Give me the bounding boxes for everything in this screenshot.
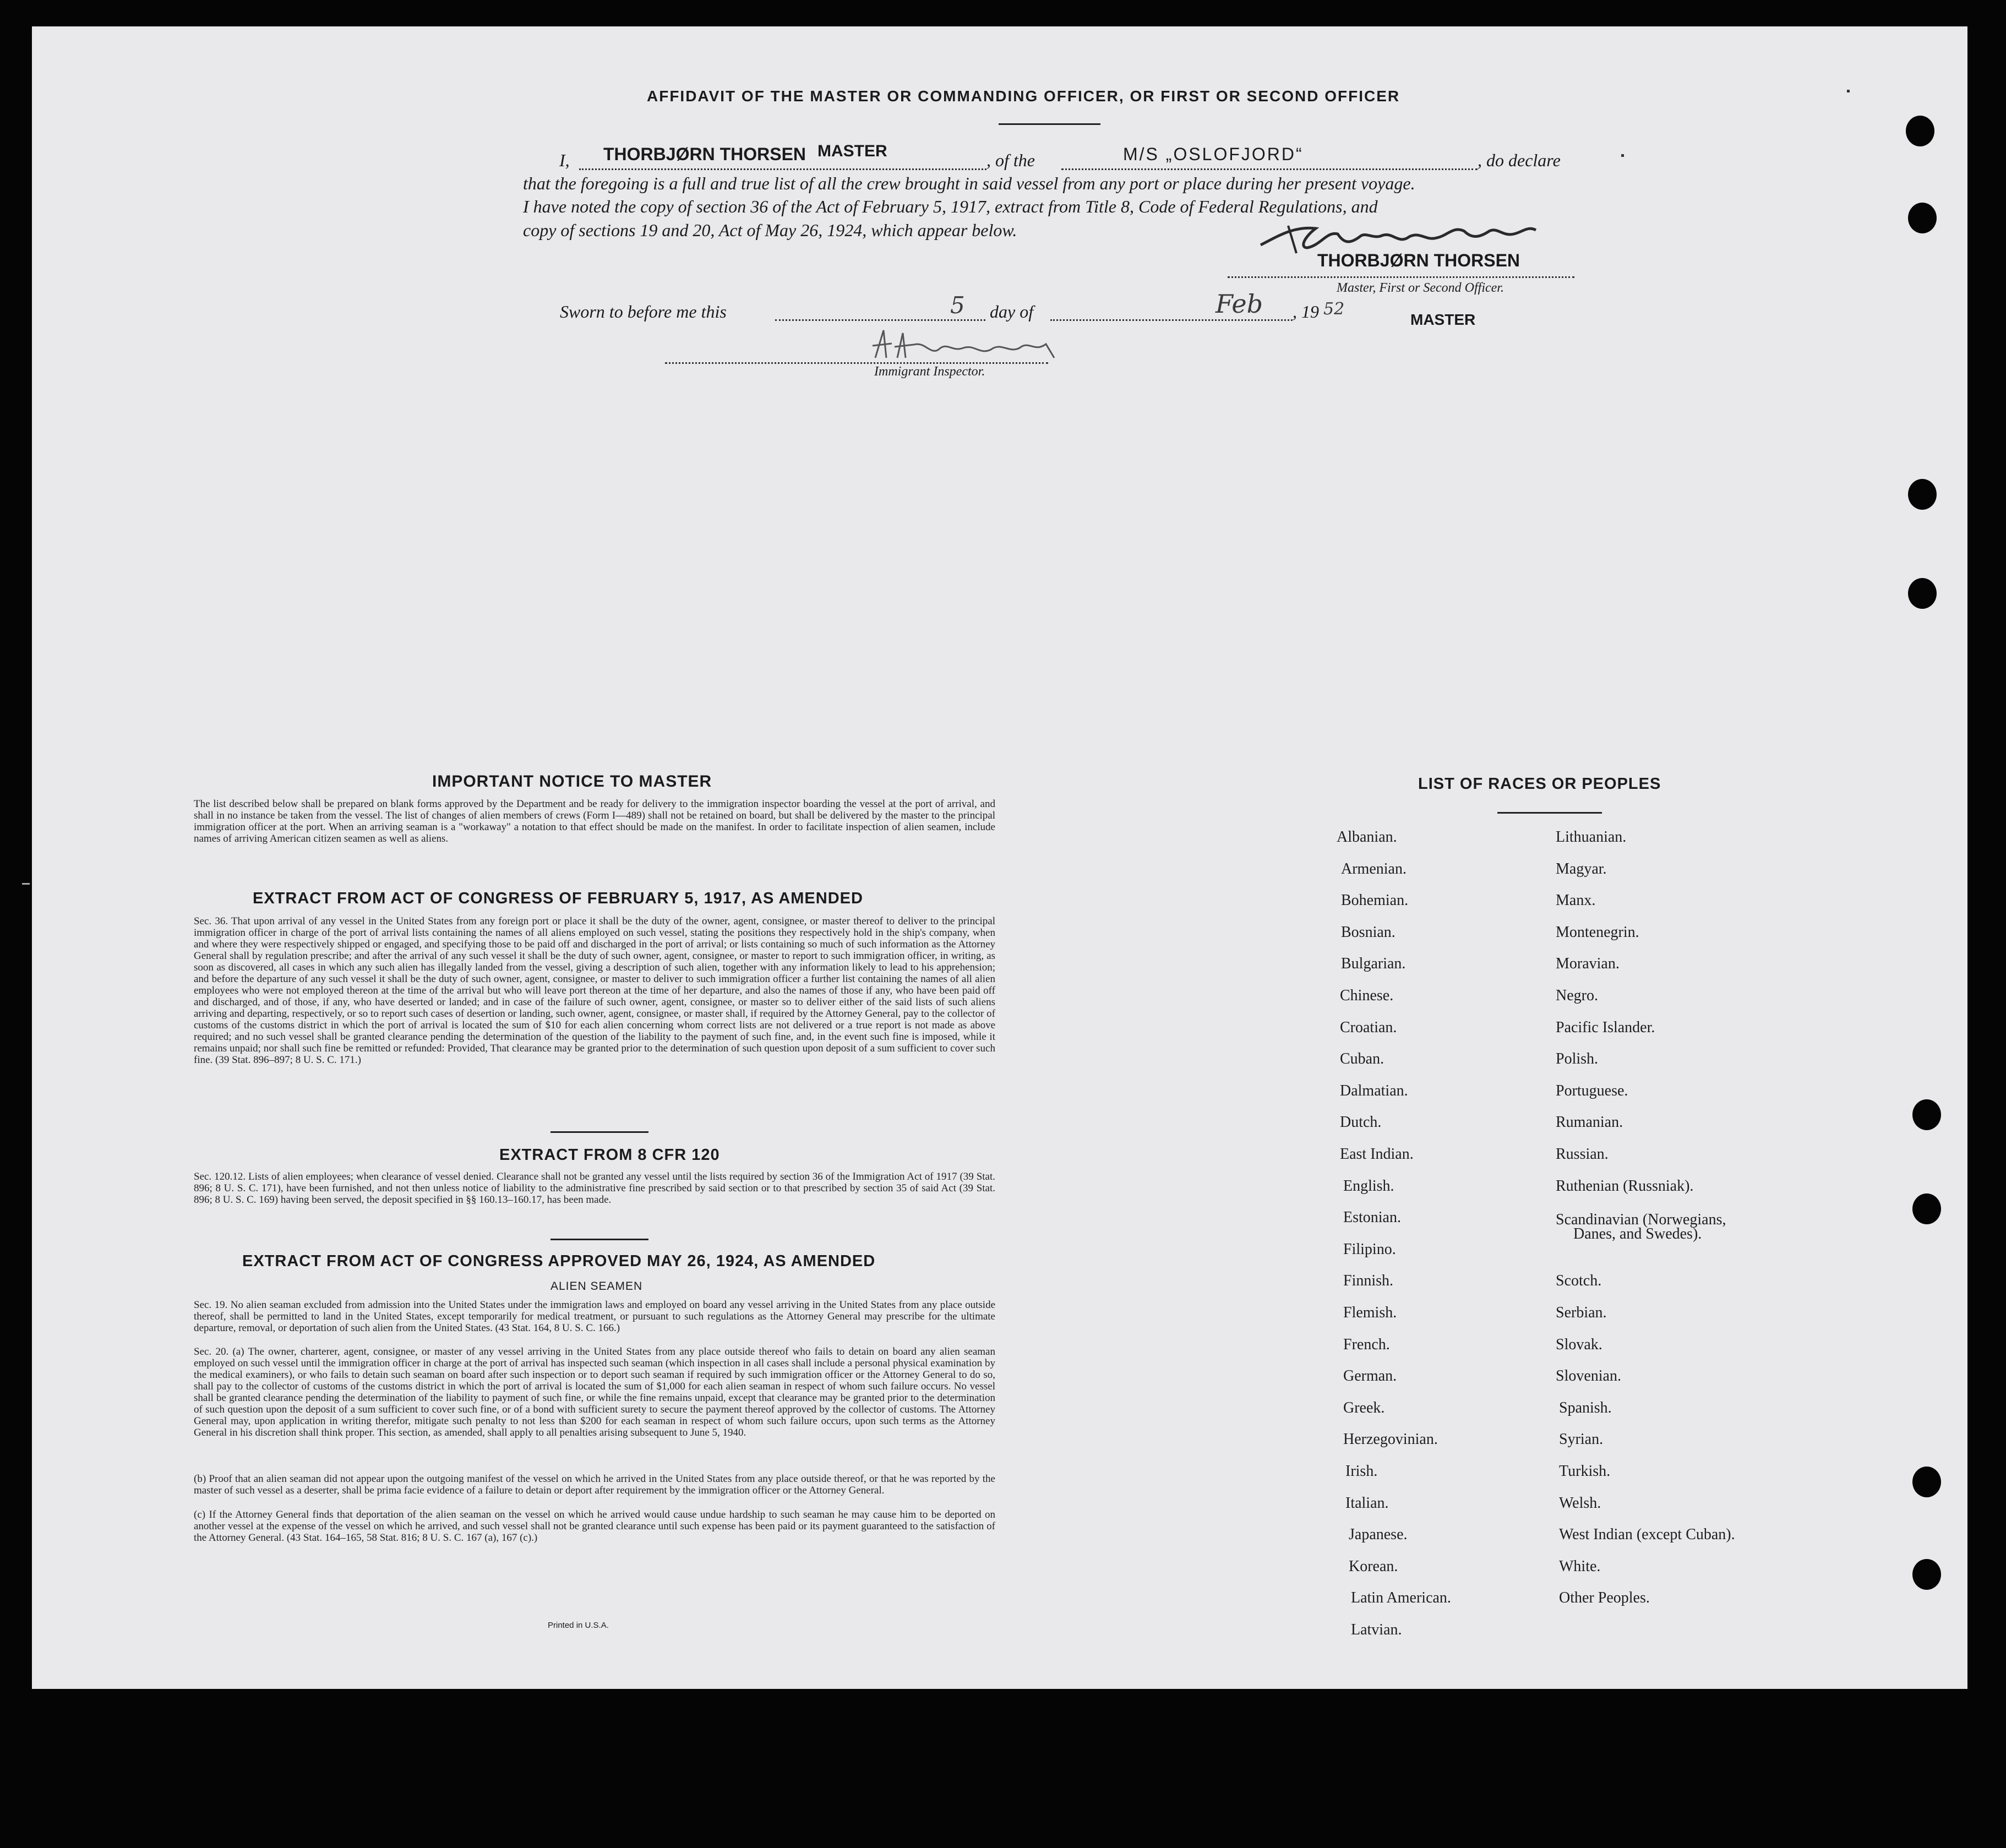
extract-1924-sec20c: (c) If the Attorney General finds that deportation of the alien seaman on the vessel on which he arrived would cause undue hardship to such seaman he may cause him to be deported on another vessel at the expense of the vessel on which he arrived, and such vessel shall not be granted clearance until such expense has been paid or its payment guaranteed to the satisfaction of the Attorney General. (43 Stat. 164–165, 58 Stat. 816; 8 U. S. C. 167 (a), 167 (c).) <box>194 1509 995 1544</box>
inspector-line <box>665 362 1048 364</box>
speck-mark <box>1847 90 1850 92</box>
extract-1924-title: EXTRACT FROM ACT OF CONGRESS APPROVED MAY 26, 1924, AS AMENDED <box>242 1252 876 1270</box>
affidavit-title: AFFIDAVIT OF THE MASTER OR COMMANDING OFFICER, OR FIRST OR SECOND OFFICER <box>647 88 1400 105</box>
extract-1924-sec19: Sec. 19. No alien seaman excluded from admission into the United States under the immigration laws and employed on board any vessel arriving in the United States from any place outside thereof, shall be permitted to land in the United States, except temporarily for medical treatment, or pursuant to such regulations as the Attorney General may prescribe for the ultimate departure, removal, or deportation of such alien from the United States. (43 Stat. 164, 8 U. S. C. 166.) <box>194 1299 995 1334</box>
notice-text: The list described below shall be prepared on blank forms approved by the Department and be ready for delivery to the immigration inspector boarding the vessel at the port of arrival, and shall in no instance be taken from the vessel. The list of changes of alien members of crews (Form I—489) shall not be retained on board, but shall be delivered by the master to the principal immigration officer at the port. When an arriving seaman is a "workaway" a notation to that effect should be made on the manifest. In order to facilitate inspection of alien seamen, include names of arriving American citizen seamen as well as aliens. <box>194 798 995 844</box>
affidavit-line-3: I have noted the copy of section 36 of the Act of February 5, 1917, extract from Title 8, Code of Federal Regulations, and <box>523 197 1378 216</box>
race-item: Dalmatian. <box>1340 1082 1408 1099</box>
year-suffix[interactable]: 52 <box>1323 299 1345 319</box>
sworn-day-line <box>775 319 985 321</box>
master-name: THORBJØRN THORSEN <box>603 144 806 164</box>
document-page <box>32 26 1967 1689</box>
race-item: White. <box>1559 1558 1601 1575</box>
race-item: Korean. <box>1349 1558 1398 1575</box>
race-item: French. <box>1343 1336 1390 1353</box>
master-name-line <box>579 168 986 170</box>
race-item: Finnish. <box>1343 1272 1394 1289</box>
sworn-month-line <box>1050 319 1293 321</box>
race-item: Latin American. <box>1351 1589 1451 1606</box>
races-title: LIST OF RACES OR PEOPLES <box>1418 775 1661 793</box>
extract-1924-sec20b: (b) Proof that an alien seaman did not appear upon the outgoing manifest of the vessel on which he arrived in the United States from any place outside thereof, or that he was reported by the master of such vessel as a deserter, shall be prima facie evidence of a failure to detain or deport after requirement by the immigration officer or the Attorney General. <box>194 1473 995 1496</box>
race-item: Flemish. <box>1343 1304 1397 1321</box>
race-item: Welsh. <box>1559 1495 1601 1512</box>
extract-cfr-text: Sec. 120.12. Lists of alien employees; when clearance of vessel denied. Clearance shall not be granted any vessel until the lists required by section 36 of the Immigration Act of 1917 (39 Stat. 896; 8 U. S. C. 171), have been furnished, and not then unless notice of liability to the administrative fine prescribed by said section or to that prescribed by section 35 of said Act (39 Stat. 896; 8 U. S. C. 169) having been served, the deposit specified in §§ 160.13–160.17, has been made. <box>194 1171 995 1206</box>
race-item: Syrian. <box>1559 1431 1604 1448</box>
signature-line <box>1228 276 1574 278</box>
race-item: West Indian (except Cuban). <box>1559 1526 1735 1543</box>
race-item: Japanese. <box>1349 1526 1408 1543</box>
extract-1917-title: EXTRACT FROM ACT OF CONGRESS OF FEBRUARY 5, 1917, AS AMENDED <box>253 890 863 907</box>
race-item: Italian. <box>1345 1495 1389 1512</box>
race-item: Serbian. <box>1556 1304 1607 1321</box>
sworn-label: Sworn to before me this <box>560 302 727 321</box>
speck-mark <box>22 883 30 885</box>
race-item: Herzegovinian. <box>1343 1431 1438 1448</box>
extract-cfr-title: EXTRACT FROM 8 CFR 120 <box>499 1146 720 1164</box>
race-item: Scandinavian (Norwegians, <box>1556 1211 1726 1228</box>
race-item: Spanish. <box>1559 1399 1612 1416</box>
race-item: Manx. <box>1556 892 1596 909</box>
affidavit-line-4: copy of sections 19 and 20, Act of May 26, 1924, which appear below. <box>523 220 1017 240</box>
punch-hole-1 <box>1906 116 1934 146</box>
punch-hole-6 <box>1912 1193 1941 1224</box>
race-item: Lithuanian. <box>1556 828 1627 846</box>
race-item: Turkish. <box>1559 1463 1611 1480</box>
do-declare-label: , do declare <box>1478 150 1561 170</box>
race-item: Slovak. <box>1556 1336 1602 1353</box>
race-item: Pacific Islander. <box>1556 1019 1655 1036</box>
race-item: English. <box>1343 1178 1394 1195</box>
race-item: Bosnian. <box>1341 924 1396 941</box>
speck-mark <box>1621 154 1624 157</box>
year-prefix: , 19 <box>1293 302 1319 321</box>
divider-2 <box>550 1239 648 1240</box>
affidavit-line-2: that the foregoing is a full and true list of all the crew brought in said vessel from any port or place during her present voyage. <box>523 173 1415 193</box>
race-item: German. <box>1343 1367 1397 1384</box>
race-item: Dutch. <box>1340 1114 1382 1131</box>
race-item: Chinese. <box>1340 987 1394 1004</box>
master-role: MASTER <box>817 142 887 160</box>
punch-hole-4 <box>1908 578 1937 609</box>
of-the-label: , of the <box>986 150 1035 170</box>
race-item: Danes, and Swedes). <box>1573 1225 1702 1242</box>
inspector-caption: Immigrant Inspector. <box>874 364 985 379</box>
punch-hole-8 <box>1912 1559 1941 1590</box>
race-item: Bulgarian. <box>1341 955 1406 972</box>
race-item: Rumanian. <box>1556 1114 1623 1131</box>
title-underline <box>999 123 1100 125</box>
vessel-line <box>1061 168 1478 170</box>
extract-1924-sec20a: Sec. 20. (a) The owner, charterer, agent, consignee, or master of any vessel arriving in the United States from any place outside thereof who fails to detain on board any alien seaman employed on such vessel until the immigration officer in charge at the port of arrival has inspected such seaman (which inspection in all cases shall include a personal physical examination by the medical examiners), or who fails to detain such seaman on board after such inspection or to deport such seaman if required by such immigration officer or the Attorney General to do so, shall pay to the collector of customs of the customs district in which the port of arrival is located the sum of $1,000 for each alien seaman in respect of whom such failure occurs. No vessel shall be granted clearance pending the determination of the liability to payment of such fine, or while the fine remains unpaid, except that clearance may be granted prior to the determination of such question upon the deposit of a sum sufficient to cover such fine, or of a bond with sufficient surety to secure the payment thereof approved by the collector of customs. The Attorney General may, upon application in writing therefor, mitigate such penalty to not less than $200 for each seaman in respect of whom such failure occurs, upon such terms as the Attorney General in his discretion shall think proper. This section, as amended, shall apply to all penalties arising subsequent to June 5, 1940. <box>194 1346 995 1438</box>
race-item: Armenian. <box>1341 860 1407 877</box>
extract-1917-text: Sec. 36. That upon arrival of any vessel in the United States from any foreign port or place it shall be the duty of the owner, agent, consignee, or master thereof to deliver to the principal immigration officer in charge of the port of arrival lists containing the names of all aliens employed on such vessel, stating the positions they respectively hold in the ship's company, when and where they were respectively shipped or engaged, and specifying those to be paid off and discharged in the port of arrival; or lists containing so much of such information as the Attorney General shall by regulation prescribe; and after the arrival of any such vessel it shall be the duty of such owner, agent, consignee, or master to report to such immigration officer, in writing, as soon as discovered, all cases in which any such alien has illegally landed from the vessel, giving a description of such alien, together with any information likely to lead to his apprehension; and before the departure of any such vessel it shall be the duty of such owner, agent, consignee, or master to deliver to such immigration officer a further list containing the names of all alien employees who were not employed thereon at the time of the arrival but who will leave port thereon at the time of her departure, and also the names of those if any, who have been paid off and discharged, and of those, if any, who have deserted or landed; and in case of the failure of such owner, agent, consignee, or master so to deliver either of the said lists of such aliens arriving and departing, respectively, or so to report such cases of desertion or landing, such owner, agent, consignee, or master shall, if required by the Attorney General, pay to the collector of customs of the customs district in which the port of arrival is located the sum of $10 for each alien concerning whom correct lists are not delivered or a true report is not made as above required; and no such vessel shall be granted clearance pending the determination of the question of the liability to the payment of such fine, and, in the event such fine is imposed, while it remains unpaid; nor shall such fine be remitted or refunded: Provided, That clearance may be granted prior to the determination of such question upon deposit of a sum sufficient to cover such fine. (39 Stat. 896–897; 8 U. S. C. 171.) <box>194 915 995 1066</box>
day-of-label: day of <box>990 302 1034 321</box>
race-item: Russian. <box>1556 1146 1609 1163</box>
race-item: Latvian. <box>1351 1621 1402 1638</box>
race-item: Albanian. <box>1337 828 1397 846</box>
race-item: Scotch. <box>1556 1272 1602 1289</box>
vessel-name: M/S „OSLOFJORD“ <box>1123 144 1304 164</box>
race-item: Magyar. <box>1556 860 1607 877</box>
extract-1924-subtitle: ALIEN SEAMEN <box>550 1280 643 1293</box>
divider-1 <box>550 1131 648 1133</box>
race-item: Montenegrin. <box>1556 924 1639 941</box>
sworn-month[interactable]: Feb <box>1215 289 1263 319</box>
race-item: Bohemian. <box>1341 892 1409 909</box>
races-title-underline <box>1497 812 1602 814</box>
master-stamp: MASTER <box>1410 311 1476 328</box>
signature-caption: Master, First or Second Officer. <box>1337 281 1504 295</box>
race-item: Irish. <box>1345 1463 1378 1480</box>
race-item: Ruthenian (Russniak). <box>1556 1178 1694 1195</box>
race-item: Filipino. <box>1343 1241 1396 1258</box>
punch-hole-7 <box>1912 1467 1941 1497</box>
race-item: Negro. <box>1556 987 1598 1004</box>
punch-hole-5 <box>1912 1099 1941 1130</box>
punch-hole-2 <box>1908 203 1937 233</box>
signature-name-stamp: THORBJØRN THORSEN <box>1317 250 1520 270</box>
punch-hole-3 <box>1908 479 1937 510</box>
sworn-day[interactable]: 5 <box>950 292 965 319</box>
notice-title: IMPORTANT NOTICE TO MASTER <box>432 772 712 791</box>
race-item: Greek. <box>1343 1399 1385 1416</box>
race-item: Other Peoples. <box>1559 1589 1650 1606</box>
race-item: Cuban. <box>1340 1050 1384 1067</box>
race-item: East Indian. <box>1340 1146 1414 1163</box>
race-item: Croatian. <box>1340 1019 1397 1036</box>
race-item: Polish. <box>1556 1050 1599 1067</box>
race-item: Slovenian. <box>1556 1367 1621 1384</box>
i-label: I, <box>559 150 570 170</box>
race-item: Portuguese. <box>1556 1082 1628 1099</box>
race-item: Estonian. <box>1343 1209 1401 1226</box>
printed-in-usa: Printed in U.S.A. <box>548 1621 609 1630</box>
race-item: Moravian. <box>1556 955 1620 972</box>
